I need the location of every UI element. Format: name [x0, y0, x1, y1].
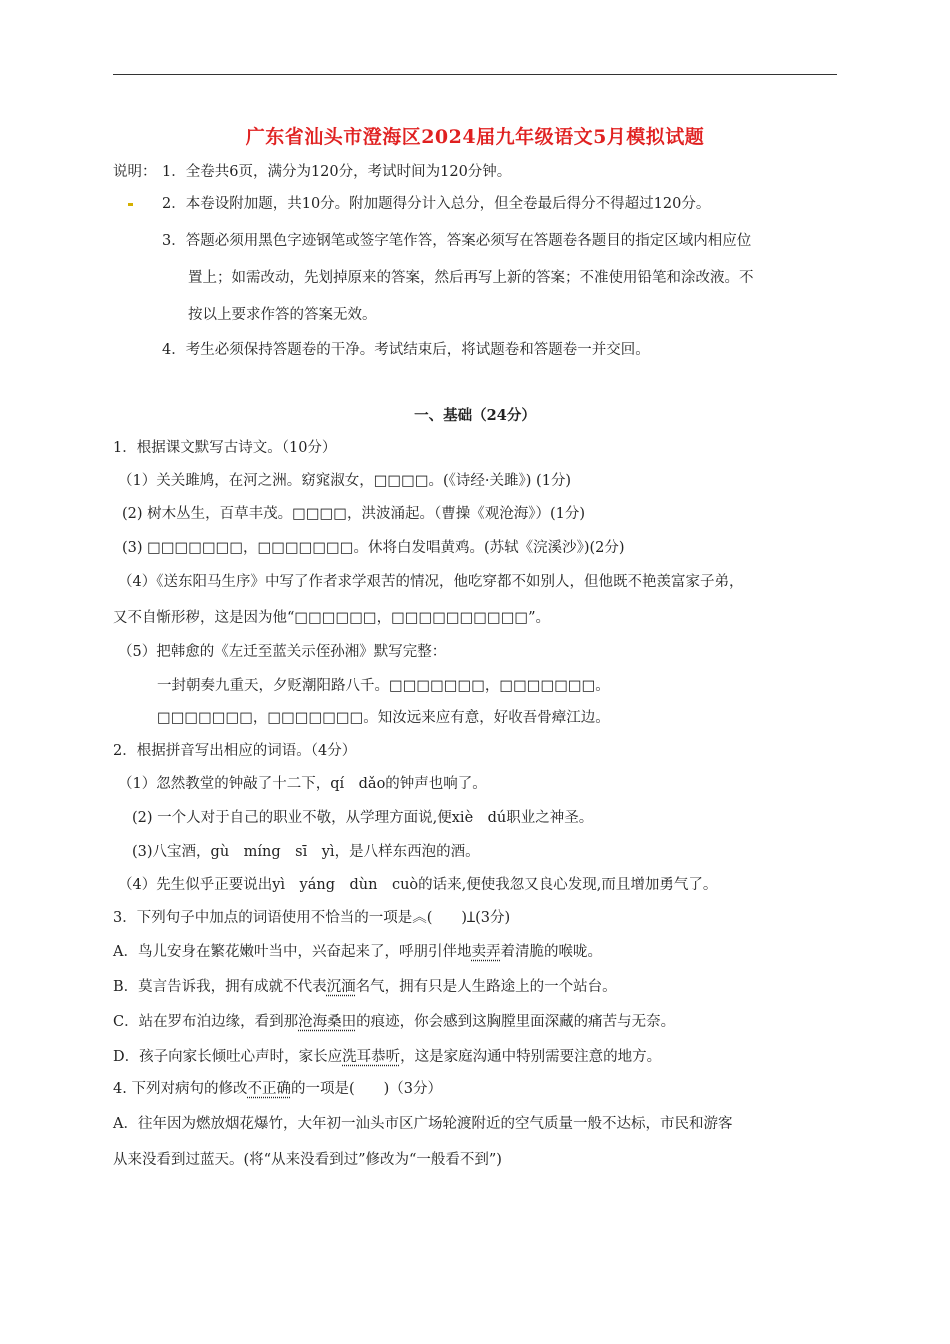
instructions-label: 说明：	[113, 164, 157, 180]
question-1-part: （4）《送东阳马生序》中写了作者求学艰苦的情况，他吃穿都不如别人，但他既不艳羡富家子弟，	[118, 574, 744, 590]
question-3-option-c	[113, 1012, 675, 1032]
option-text: 着清脆的喉咙。	[500, 944, 602, 960]
question-1-stem: 1．根据课文默写古诗文。（10分）	[113, 440, 337, 456]
question-3-option-d	[113, 1047, 661, 1067]
instruction-item: 按以上要求作答的答案无效。	[188, 307, 377, 323]
header-rule	[113, 74, 837, 75]
question-2-part: (2) 一个人对于自己的职业不敬，从学理方面说,便xiè dú职业之神圣。	[132, 810, 594, 826]
question-2-part: (3)八宝酒，gù míng sī yì，是八样东西泡的酒。	[132, 844, 480, 860]
dotted-word: 不正确	[247, 1081, 291, 1097]
question-3-option-b	[113, 977, 617, 997]
option-text: C．站在罗布泊边缘，看到那	[113, 1014, 299, 1030]
question-1-part: (3) □□□□□□□，□□□□□□□。休将白发唱黄鸡。(苏轼《浣溪沙》)(2分)	[122, 540, 625, 556]
instruction-item: 1．全卷共6页，满分为120分，考试时间为120分钟。	[162, 164, 512, 180]
stem-text: 4. 下列对病句的修改	[113, 1081, 248, 1097]
question-3-stem: 3．下列句子中加点的词语使用不恰当的一项是︽( )Ʇ(3分)	[113, 910, 511, 926]
instruction-item: 4．考生必须保持答题卷的干净。考试结束后，将试题卷和答题卷一并交回。	[162, 342, 650, 358]
instruction-item: 置上；如需改动，先划掉原来的答案，然后再写上新的答案；不准使用铅笔和涂改液。不	[188, 270, 754, 286]
option-text: 名气，拥有只是人生路途上的一个站台。	[355, 979, 617, 995]
question-4-option-a: A．往年因为燃放烟花爆竹，大年初一汕头市区广场轮渡附近的空气质量一般不达标，市民和游客	[113, 1116, 733, 1132]
question-2-stem: 2．根据拼音写出相应的词语。（4分）	[113, 743, 357, 759]
poem-line: □□□□□□□，□□□□□□□。知汝远来应有意，好收吾骨瘴江边。	[157, 710, 610, 726]
question-1-part: (2) 树木丛生，百草丰茂。□□□□，洪波涌起。（曹操《观沧海》）(1分)	[122, 506, 585, 522]
option-text: B．莫言告诉我，拥有成就不代表	[113, 979, 327, 995]
stem-text: 的一项是( )（3分）	[290, 1081, 442, 1097]
question-1-part: （5）把韩愈的《左迁至蓝关示侄孙湘》默写完整：	[118, 644, 447, 660]
question-2-part: （4）先生似乎正要说出yì yáng dùn cuò的话来,便使我忽又良心发现,而且增加勇气了。	[118, 877, 718, 893]
option-text: A．鸟儿安身在繁花嫩叶当中，兴奋起来了，呼朋引伴地	[113, 944, 472, 960]
instruction-item: 2．本卷设附加题，共10分。附加题得分计入总分，但全卷最后得分不得超过120分。	[162, 196, 711, 212]
instruction-item: 3．答题必须用黑色字迹钢笔或签字笔作答，答案必须写在答题卷各题目的指定区域内相应位	[162, 233, 752, 249]
option-text: ，这是家庭沟通中特别需要注意的地方。	[400, 1049, 662, 1065]
question-3-option-a	[113, 942, 602, 962]
question-4-stem	[113, 1079, 442, 1099]
dotted-word: 洗耳恭听	[342, 1049, 401, 1065]
question-1-part: 又不自惭形秽，这是因为他“□□□□□□，□□□□□□□□□□”。	[113, 610, 551, 626]
question-4-option-a-cont: 从来没看到过蓝天。(将“从来没看到过”修改为“一般看不到”)	[113, 1152, 502, 1168]
section-heading: 一、基础（24分）	[414, 407, 536, 424]
margin-mark	[128, 203, 133, 206]
question-1-part: （1）关关雎鸠，在河之洲。窈窕淑女，□□□□。(《诗经·关雎》) (1分)	[118, 473, 572, 489]
dotted-word: 沉湎	[326, 979, 356, 995]
dotted-word: 沧海桑田	[298, 1014, 357, 1030]
dotted-word: 卖弄	[471, 944, 501, 960]
option-text: 的痕迹，你会感到这胸膛里面深藏的痛苦与无奈。	[356, 1014, 676, 1030]
option-text: D．孩子向家长倾吐心声时，家长应	[113, 1049, 343, 1065]
poem-line: 一封朝奏九重天，夕贬潮阳路八千。□□□□□□□，□□□□□□□。	[157, 678, 610, 694]
page-title: 广东省汕头市澄海区2024届九年级语文5月模拟试题	[245, 126, 705, 148]
question-2-part: （1）忽然教堂的钟敲了十二下，qí dǎo的钟声也响了。	[118, 776, 487, 792]
